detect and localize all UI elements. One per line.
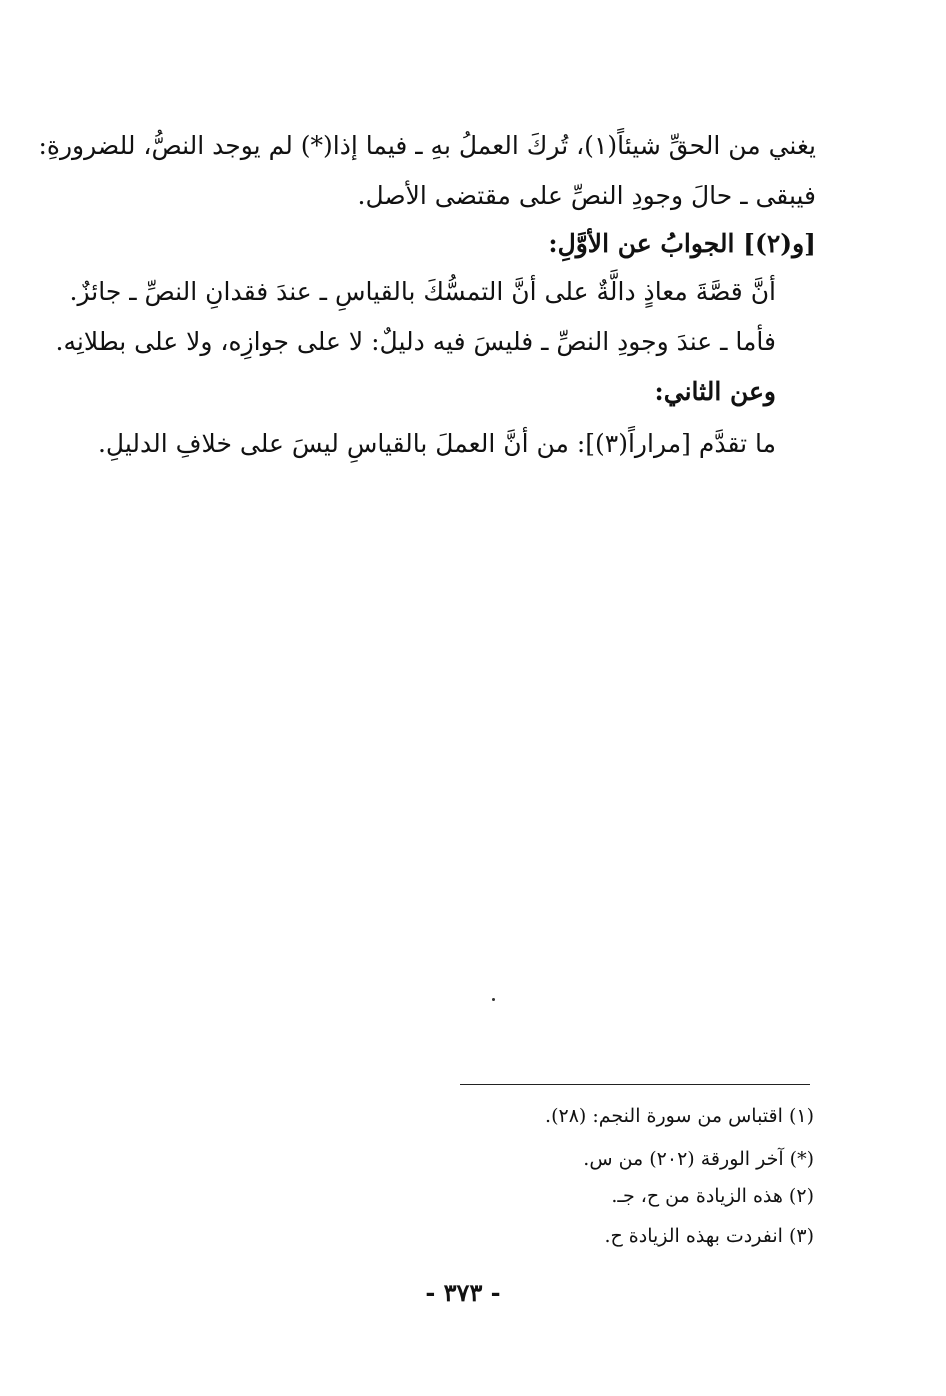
second-heading: وعن الثاني: xyxy=(654,377,776,406)
footnote-3: (٣) انفردت بهذه الزيادة ح. xyxy=(604,1225,814,1247)
scan-speck xyxy=(492,998,495,1001)
answer-heading: [و(٢)] الجوابُ عن الأوَّلِ: xyxy=(548,229,816,258)
body-line-5: فأما ـ عندَ وجودِ النصِّ ـ فليسَ فيه دليلٌ: لا على جوازِه، ولا على بطلانِه. xyxy=(55,327,776,356)
body-line-2: فيبقى ـ حالَ وجودِ النصِّ على مقتضى الأصل. xyxy=(357,181,816,210)
footnote-star: (*) آخر الورقة (٢٠٢) من س. xyxy=(583,1148,814,1170)
body-line-4: أنَّ قصَّةَ معاذٍ دالَّةٌ على أنَّ التمسُّكَ بالقياسِ ـ عندَ فقدانِ النصِّ ـ جائزٌ. xyxy=(69,277,776,306)
footnote-2: (٢) هذه الزيادة من ح، جـ. xyxy=(611,1185,814,1207)
footnote-divider xyxy=(460,1084,810,1085)
page-number: - ٣٧٣ - xyxy=(425,1278,501,1307)
body-line-7: ما تقدَّم [مراراً(٣)]: من أنَّ العملَ بالقياسِ ليسَ على خلافِ الدليلِ. xyxy=(97,429,776,458)
footnote-1: (١) اقتباس من سورة النجم: (٢٨). xyxy=(545,1105,814,1127)
body-line-1: يغني من الحقِّ شيئاً(١)، تُركَ العملُ بهِ ـ فيما إذا(*) لم يوجد النصُّ، للضرورةِ: xyxy=(38,131,816,160)
